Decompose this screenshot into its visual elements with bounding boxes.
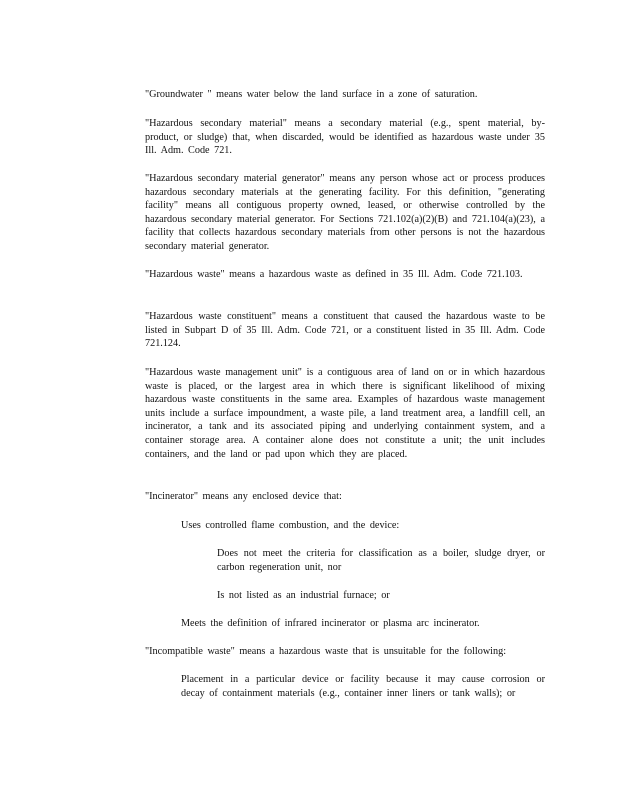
incinerator-subclause-not-boiler: Does not meet the criteria for classification as a boiler, sludge dryer, or carbon regeneration unit, nor — [217, 548, 545, 573]
incinerator-subclause-not-furnace: Is not listed as an industrial furnace; or — [217, 590, 390, 601]
definition-incinerator: "Incinerator" means any enclosed device that: — [145, 491, 342, 502]
incompatible-clause-placement: Placement in a particular device or facility because it may cause corrosion or decay of containment materials (e.g., container inner liners or tank walls); or — [181, 674, 545, 699]
definition-incompatible-waste: "Incompatible waste" means a hazardous waste that is unsuitable for the following: — [145, 646, 507, 657]
incinerator-clause-uses-flame: Uses controlled flame combustion, and the device: — [181, 520, 400, 531]
definition-hazardous-waste-constituent: "Hazardous waste constituent" means a constituent that caused the hazardous waste to be listed in Subpart D of 35 Ill. Adm. Code 721, or a constituent listed in 35 Ill. Adm. Code 721.124. — [145, 311, 545, 350]
definition-hazardous-waste: "Hazardous waste" means a hazardous waste as defined in 35 Ill. Adm. Code 721.103. — [145, 269, 523, 280]
incinerator-clause-infrared: Meets the definition of infrared incinerator or plasma arc incinerator. — [181, 618, 480, 629]
definition-hazardous-secondary-material-generator: "Hazardous secondary material generator" means any person whose act or process produces hazardous secondary materials at the generating facility. For this definition, "generating facility" means all contiguous property owned, leased, or otherwise controlled by the hazardous secondary material generator. For Sections 721.102(a)(2)(B) and 721.104(a)(23), a facility that collects hazardous secondary materials from other persons is not the hazardous secondary material generator. — [145, 173, 545, 252]
definition-hazardous-waste-management-unit: "Hazardous waste management unit" is a contiguous area of land on or in which hazardous waste is placed, or the largest area in which there is significant likelihood of mixing hazardous waste constituents in the same area. Examples of hazardous waste management units include a surface impoundment, a waste pile, a land treatment area, a landfill cell, an incinerator, a tank and its associated piping and underlying containment system, and a container storage area. A container alone does not constitute a unit; the unit includes containers, and the land or pad upon which they are placed. — [145, 367, 545, 460]
definition-hazardous-secondary-material: "Hazardous secondary material" means a secondary material (e.g., spent material, by-product, or sludge) that, when discarded, would be identified as hazardous waste under 35 Ill. Adm. Code 721. — [145, 118, 545, 157]
definition-groundwater: "Groundwater " means water below the land surface in a zone of saturation. — [145, 89, 478, 100]
